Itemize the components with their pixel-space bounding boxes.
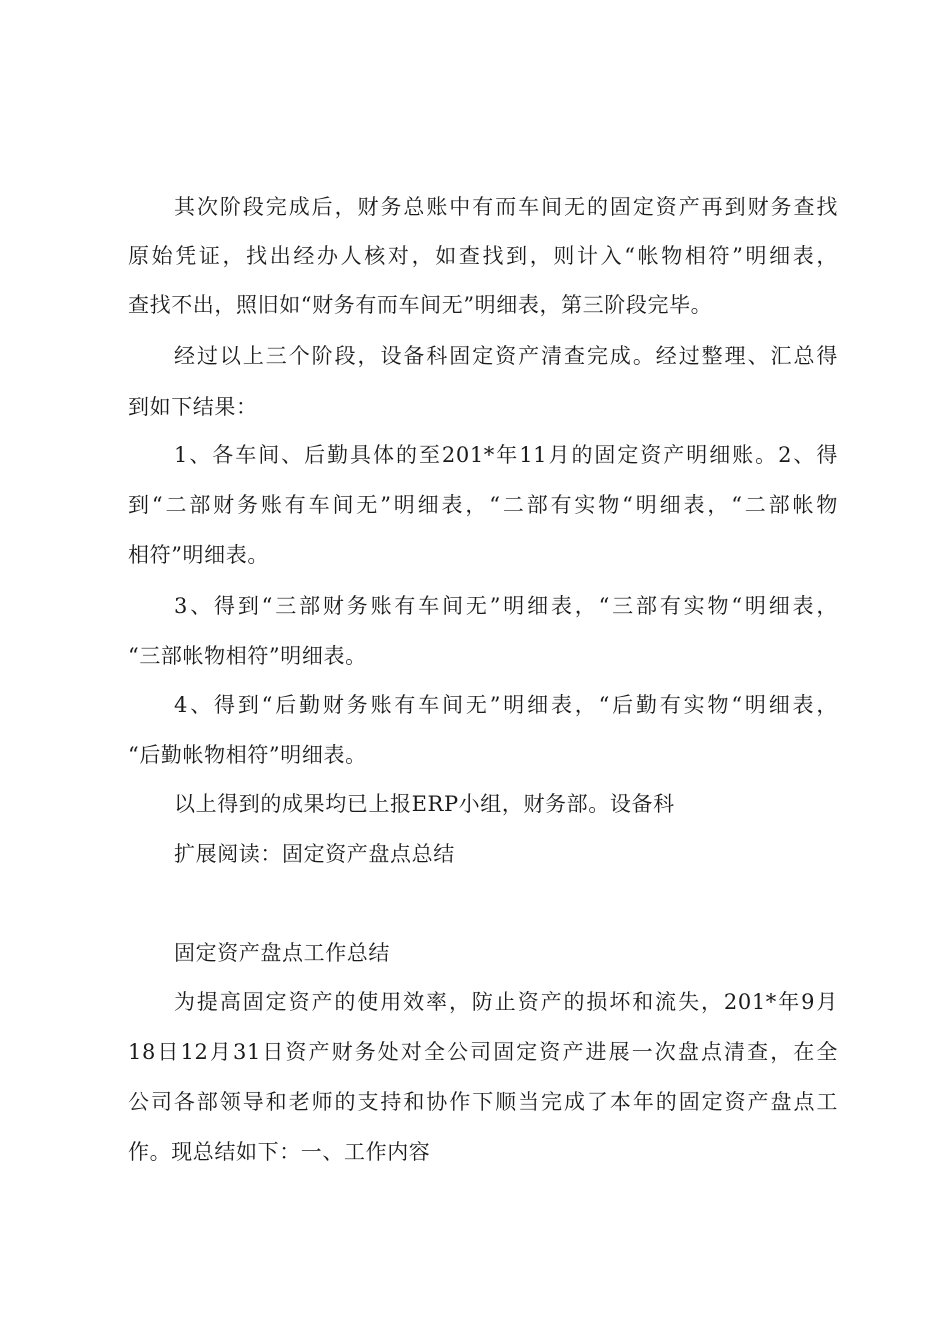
paragraph-line: 以上得到的成果均已上报ERP小组，财务部。设备科	[174, 792, 675, 816]
paragraph-line: 到如下结果：	[128, 395, 258, 419]
paragraph-line: 经过以上三个阶段，设备科固定资产清查完成。经过整理、汇总得	[174, 344, 838, 368]
paragraph-line: 公司各部领导和老师的支持和协作下顺当完成了本年的固定资产盘点工	[128, 1090, 838, 1114]
paragraph-line: 相符”明细表。	[128, 543, 269, 567]
paragraph-line: 为提高固定资产的使用效率，防止资产的损坏和流失，201*年9月	[174, 990, 838, 1014]
paragraph-line: “后勤帐物相符”明细表。	[128, 743, 367, 767]
paragraph-line: 作。现总结如下：一、工作内容	[128, 1140, 431, 1164]
paragraph-line: 18日12月31日资产财务处对全公司固定资产进展一次盘点清查，在全	[128, 1040, 838, 1064]
paragraph-line: “三部帐物相符”明细表。	[128, 644, 367, 668]
paragraph-line: 到“二部财务账有车间无”明细表，“二部有实物“明细表，“二部帐物	[128, 493, 838, 517]
paragraph-line: 原始凭证，找出经办人核对，如查找到，则计入“帐物相符”明细表，	[128, 244, 838, 268]
paragraph-line: 查找不出，照旧如“财务有而车间无”明细表，第三阶段完毕。	[128, 293, 713, 317]
paragraph-line: 3、得到“三部财务账有车间无”明细表，“三部有实物“明细表，	[174, 594, 838, 618]
section-heading: 固定资产盘点工作总结	[174, 941, 390, 965]
extended-reading-line: 扩展阅读：固定资产盘点总结	[174, 842, 455, 866]
paragraph-line: 4、得到“后勤财务账有车间无”明细表，“后勤有实物“明细表，	[174, 693, 838, 717]
paragraph-line: 其次阶段完成后，财务总账中有而车间无的固定资产再到财务查找	[174, 195, 838, 219]
paragraph-line: 1、各车间、后勤具体的至201*年11月的固定资产明细账。2、得	[174, 443, 838, 467]
